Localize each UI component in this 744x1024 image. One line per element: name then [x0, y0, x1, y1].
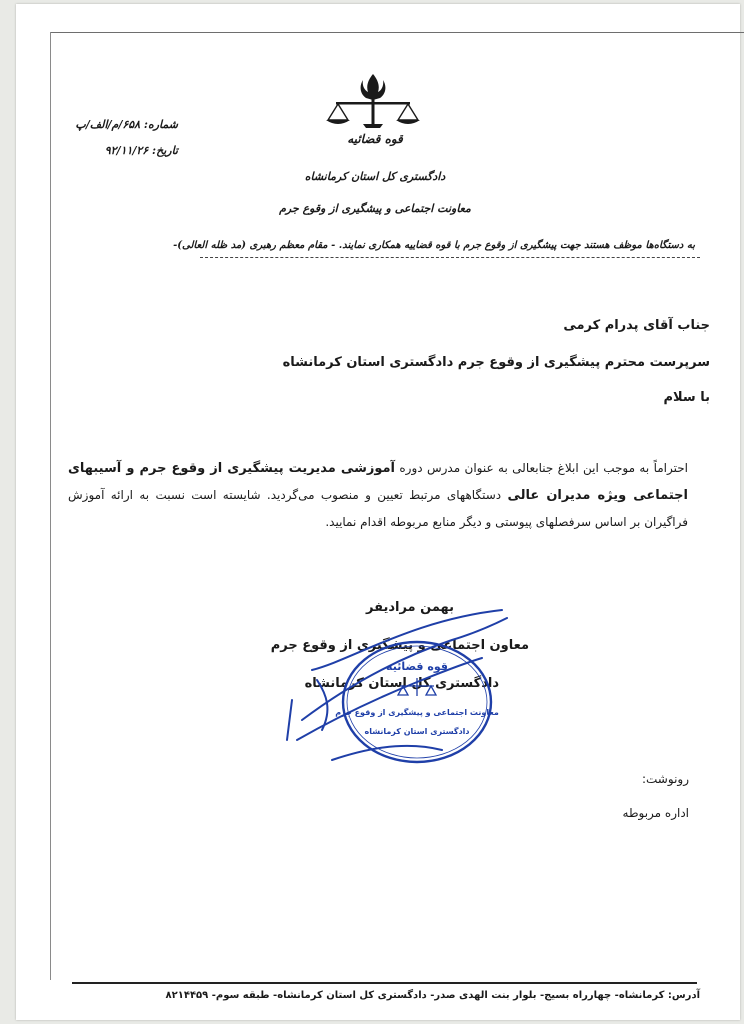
cc-item: اداره مربوطه — [622, 806, 689, 820]
org-line-2: معاونت اجتماعی و پیشگیری از وقوع جرم — [279, 202, 471, 215]
cc-label: رونوشت: — [641, 772, 689, 786]
footer-address: آدرس: کرمانشاه- چهارراه بسیج- بلوار بنت الهدی صدر- دادگستری کل استان کرمانشاه- طبقه سوم- ۸۲۱۴۴۵۹ — [165, 990, 700, 1001]
letter-body — [68, 455, 688, 535]
handwritten-signature — [287, 610, 507, 760]
letter-meta — [68, 112, 178, 164]
body-part-2: آموزشی مدیریت پیشگیری از وقوع جرم و آسیبهای اجتماعی ویژه مدیران عالی — [68, 461, 689, 503]
body-part-1: احتراماً به موجب این ابلاغ جنابعالی به عنوان مدرس دوره — [399, 461, 688, 475]
emblem-caption: قوه قضائیه — [347, 132, 403, 146]
slogan: به دستگاه‌ها موظف هستند جهت پیشگیری از وقوع جرم با قوه قضاییه همکاری نمایند. - مقام معظم رهبری (مد ظله العالی)- — [173, 240, 695, 251]
stamp-bottom-text: دادگستری استان کرمانشاه — [364, 727, 470, 736]
addressee-name: جناب آقای پدرام کرمی — [563, 318, 710, 333]
footer-divider — [72, 982, 697, 984]
letter-date: تاریخ: ۹۲/۱۱/۲۶ — [104, 144, 178, 157]
stamp-top-text: قوه قضائیه — [386, 660, 448, 673]
official-stamp — [272, 600, 522, 775]
body-part-3: دستگاههای مرتبط تعیین و منصوب می‌گردید. شایسته است نسبت به ارائه آموزش فراگیران بر اساس سرفصلهای پیوستی و دیگر منابع مربوطه اقدام نمایید. — [68, 488, 688, 529]
signer-org: دادگستری کل استان کرمانشاه — [304, 676, 499, 691]
stamp-middle-text: معاونت اجتماعی و پیشگیری از وقوع جرم — [335, 708, 499, 717]
letter-number: شماره: ۶۵۸/م/الف/پ — [75, 118, 178, 131]
org-line-1: دادگستری کل استان کرمانشاه — [304, 170, 446, 183]
signer-position: معاون اجتماعی و پیشگیری از وقوع جرم — [270, 638, 529, 653]
frame-line-left — [50, 32, 51, 980]
slogan-divider — [200, 257, 700, 259]
signer-name: بهمن مرادیفر — [366, 600, 454, 615]
addressee-title: سرپرست محترم پیشگیری از وقوع جرم دادگستری استان کرمانشاه — [282, 355, 710, 370]
frame-line-top — [50, 32, 744, 33]
greeting: با سلام — [663, 390, 710, 405]
